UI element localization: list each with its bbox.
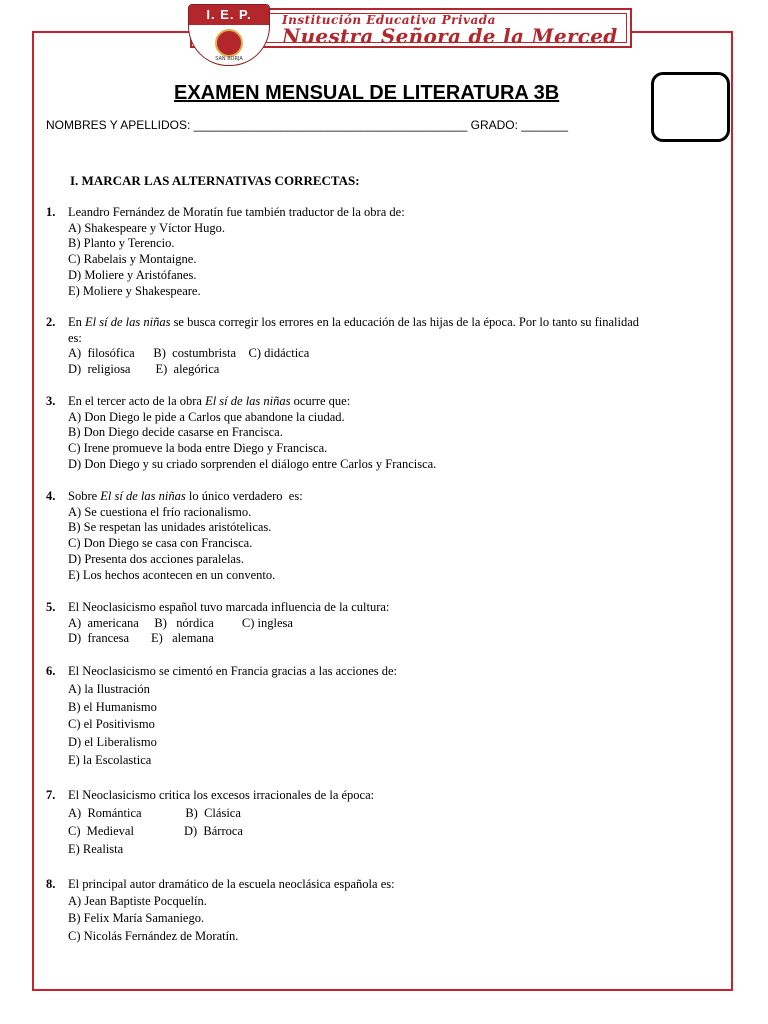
option-d[interactable]: D) Don Diego y su criado sorprenden el diálogo entre Carlos y Francisca. <box>68 456 437 471</box>
option-b[interactable]: B) Don Diego decide casarse en Francisca. <box>68 425 283 439</box>
option-d[interactable]: D) el Liberalismo <box>68 735 157 749</box>
option-a[interactable]: A) Don Diego le pide a Carlos que abandone la ciudad. <box>68 409 345 424</box>
grade-label: GRADO: <box>470 118 518 132</box>
question-number: 5. <box>46 600 56 614</box>
question-stem-cont: es: <box>68 330 82 345</box>
options-row-2[interactable]: D) francesa E) alemana <box>68 631 214 645</box>
option-b[interactable]: B) Se respetan las unidades aristótelicas. <box>68 520 272 534</box>
question-number: 1. <box>46 205 56 219</box>
seal-icon <box>215 29 243 57</box>
work-title: El sí de las niñas <box>100 489 186 503</box>
work-title: El sí de las niñas <box>85 315 171 329</box>
question-stem: En El sí de las niñas se busca corregir los errores en la educación de las hijas de la época. Por lo tanto su finalidad <box>68 315 640 329</box>
option-e[interactable]: E) Realista <box>68 841 124 856</box>
option-b[interactable]: B) el Humanismo <box>68 699 157 714</box>
grade-field[interactable]: _______ <box>521 118 569 132</box>
logo-text: I. E. P. <box>189 5 269 25</box>
name-field[interactable]: _________________________________________ <box>193 118 468 132</box>
work-title: El sí de las niñas <box>205 394 291 408</box>
question-number: 2. <box>46 315 56 329</box>
question-stem: Leandro Fernández de Moratín fue también traductor de la obra de: <box>68 205 405 219</box>
question-number: 4. <box>46 489 56 503</box>
options-row-2[interactable]: D) religiosa E) alegórica <box>68 362 220 376</box>
options-row-1[interactable]: A) filosófica B) costumbrista C) didáctica <box>68 346 310 360</box>
option-c[interactable]: C) el Positivismo <box>68 717 155 731</box>
option-c[interactable]: C) Irene promueve la boda entre Diego y Francisca. <box>68 441 328 455</box>
options-row-1[interactable]: A) americana B) nórdica C) inglesa <box>68 615 293 630</box>
option-e[interactable]: E) Moliere y Shakespeare. <box>68 283 201 298</box>
option-a[interactable]: A) la Ilustración <box>68 682 150 696</box>
option-a[interactable]: A) Se cuestiona el frío racionalismo. <box>68 504 252 519</box>
school-logo <box>188 4 270 66</box>
question-stem: El principal autor dramático de la escuela neoclásica española es: <box>68 877 395 891</box>
option-d[interactable]: D) Moliere y Aristófanes. <box>68 267 197 282</box>
option-b[interactable]: B) Planto y Terencio. <box>68 236 175 250</box>
question-stem: En el tercer acto de la obra El sí de las niñas ocurre que: <box>68 394 351 408</box>
student-info-line <box>46 118 568 132</box>
institution-name: Nuestra Señora de la Merced <box>282 24 618 48</box>
institution-type: Institución Educativa Privada <box>282 13 496 27</box>
option-c[interactable]: C) Rabelais y Montaigne. <box>68 252 197 266</box>
exam-title: EXAMEN MENSUAL DE LITERATURA 3B <box>174 82 560 104</box>
score-box[interactable] <box>651 72 730 142</box>
question-stem: El Neoclasicismo se cimentó en Francia gracias a las acciones de: <box>68 664 398 678</box>
option-a[interactable]: A) Jean Baptiste Pocquelín. <box>68 893 207 908</box>
question-stem: El Neoclasicismo español tuvo marcada influencia de la cultura: <box>68 600 390 614</box>
option-c[interactable]: C) Nicolás Fernández de Moratín. <box>68 928 239 943</box>
question-number: 6. <box>46 664 56 678</box>
option-e[interactable]: E) Los hechos acontecen en un convento. <box>68 567 276 582</box>
option-d[interactable]: D) Presenta dos acciones paralelas. <box>68 551 244 566</box>
option-a[interactable]: A) Shakespeare y Víctor Hugo. <box>68 220 226 235</box>
option-e[interactable]: E) la Escolastica <box>68 752 152 767</box>
option-b[interactable]: B) Felix María Samaniego. <box>68 911 205 925</box>
question-number: 7. <box>46 788 56 802</box>
options-row-2[interactable]: C) Medieval D) Bárroca <box>68 823 243 838</box>
section-heading: I. MARCAR LAS ALTERNATIVAS CORRECTAS: <box>70 173 360 188</box>
question-number: 3. <box>46 394 56 408</box>
logo-bottom-text: SAN BORJA <box>215 56 243 62</box>
question-number: 8. <box>46 877 56 891</box>
question-stem: El Neoclasicismo critica los excesos irracionales de la época: <box>68 788 375 802</box>
option-c[interactable]: C) Don Diego se casa con Francisca. <box>68 536 253 550</box>
options-row-1[interactable]: A) Romántica B) Clásica <box>68 806 241 820</box>
name-label: NOMBRES Y APELLIDOS: <box>46 118 191 132</box>
question-stem: Sobre El sí de las niñas lo único verdadero es: <box>68 489 303 503</box>
